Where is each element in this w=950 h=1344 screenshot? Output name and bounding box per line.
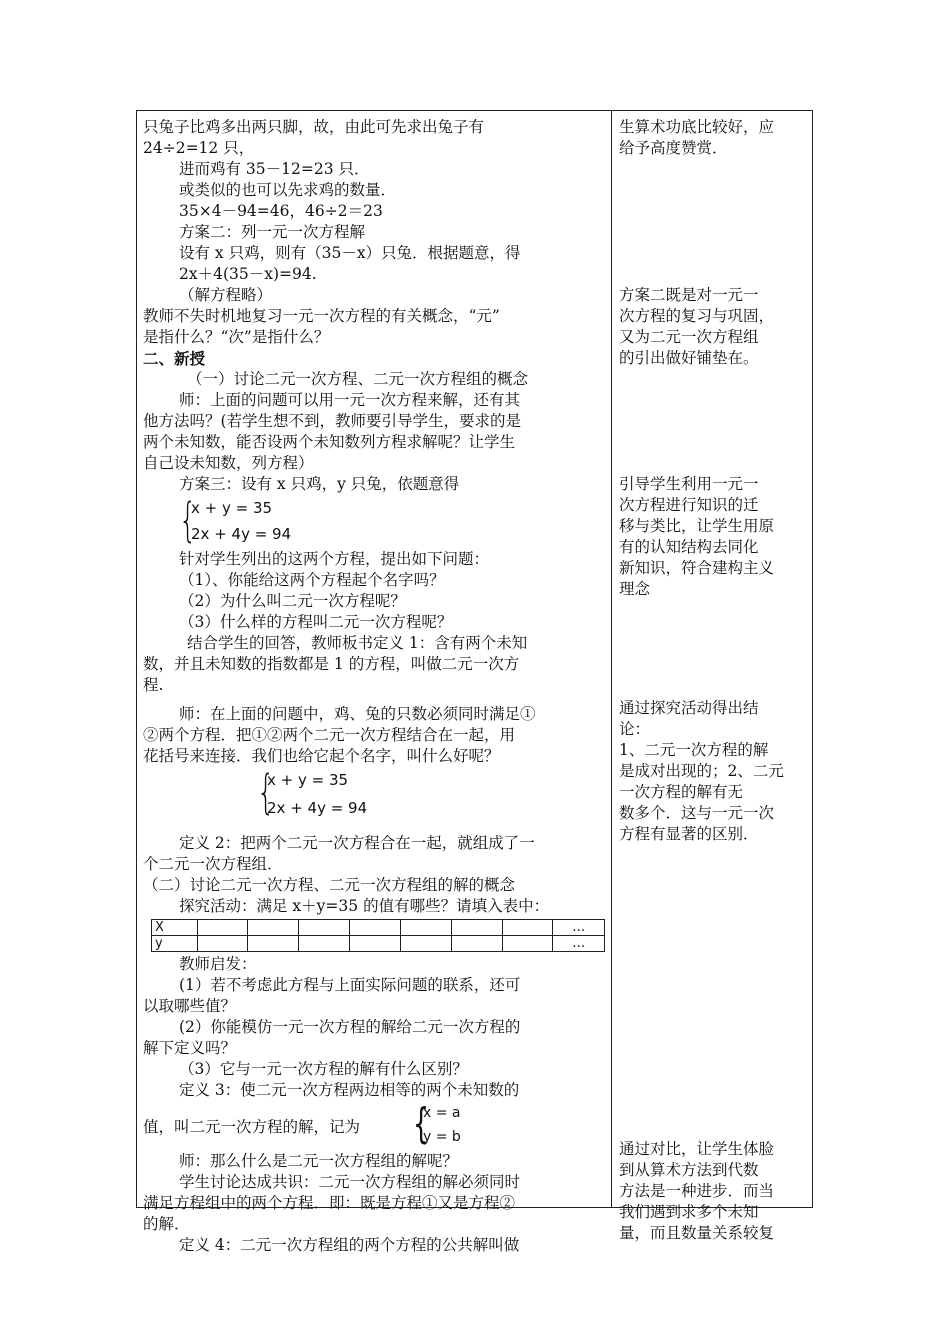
table-cell[interactable] (299, 920, 350, 936)
note-line: 通过探究活动得出结 (619, 699, 759, 717)
note-line: 一次方程的解有无 (619, 783, 744, 801)
text-line: 解下定义吗？ (143, 1039, 237, 1057)
table-row (152, 936, 605, 952)
text-line: 进而鸡有 35－12=23 只． (179, 160, 370, 178)
design-notes-column (619, 117, 807, 1244)
text-line: 教师不失时机地复习一元一次方程的有关概念，“元” (143, 307, 500, 325)
table-cell[interactable] (350, 936, 401, 952)
text-line: 探究活动：满足 x＋y=35 的值有哪些？请填入表中： (179, 897, 550, 915)
note-line: 引导学生利用一元一 (619, 475, 759, 493)
text-line: 设有 x 只鸡，则有（35－x）只兔．根据题意，得 (179, 244, 521, 262)
text-line: 值，叫二元一次方程的解，记为 (143, 1118, 361, 1136)
note-line: 有的认知结构去同化 (619, 538, 759, 556)
table-cell[interactable] (502, 920, 553, 936)
note-line: 数多个．这与一元一次 (619, 804, 775, 822)
brace: { (257, 765, 275, 819)
text-line: 的解． (143, 1215, 190, 1233)
text-line: （3）它与一元一次方程的解有什么区别？ (179, 1060, 468, 1078)
table-cell: … (553, 936, 605, 952)
note-line: 理念 (619, 580, 651, 598)
brace: { (413, 1099, 430, 1148)
table-cell[interactable] (197, 936, 248, 952)
equation: x + y = 35 (267, 771, 349, 789)
column-divider (611, 111, 612, 1207)
table-cell: y (152, 936, 198, 952)
text-line: 自己设未知数，列方程） (143, 454, 314, 472)
text-line: （2）为什么叫二元一次方程呢？ (179, 592, 406, 610)
text-line: 满足方程组中的两个方程．即：既是方程①又是方程② (143, 1194, 516, 1212)
text-line: 师：在上面的问题中，鸡、兔的只数必须同时满足① (179, 705, 536, 723)
equation: 2x + 4y = 94 (267, 799, 368, 817)
note-line: 生算术功底比较好，应 (619, 118, 775, 136)
equation: x + y = 35 (191, 499, 273, 517)
text-line: 定义 4：二元一次方程组的两个方程的公共解叫做 (179, 1236, 520, 1254)
equation-system-1 (143, 495, 605, 549)
table-cell: … (553, 920, 605, 936)
text-line: 师：上面的问题可以用一元一次方程来解，还有其 (179, 391, 521, 409)
table-cell[interactable] (350, 920, 401, 936)
note-line: 通过对比，让学生体脸 (619, 1140, 775, 1158)
text-line: 他方法吗？(若学生想不到，教师要引导学生，要求的是 (143, 412, 522, 430)
note-line: 方程有显著的区别． (619, 825, 759, 843)
table-cell[interactable] (248, 936, 299, 952)
subsection-heading: （二）讨论二元一次方程、二元一次方程组的解的概念 (143, 876, 516, 894)
note-line: 我们遇到求多个未知 (619, 1203, 759, 1221)
text-line: ②两个方程．把①②两个二元一次方程结合在一起，用 (143, 726, 516, 744)
values-table (151, 919, 605, 952)
note-line: 是成对出现的；2、二元 (619, 762, 784, 780)
table-cell[interactable] (299, 936, 350, 952)
text-line: 24÷2=12 只， (143, 139, 255, 157)
note-line: 方案二既是对一元一 (619, 286, 759, 304)
text-line: （3）什么样的方程叫二元一次方程呢？ (179, 613, 453, 631)
note-line: 给予高度赞赏． (619, 139, 728, 157)
text-line: 程. (143, 676, 164, 694)
teaching-process-column (143, 117, 605, 1256)
note-line: 1、二元一次方程的解 (619, 741, 769, 759)
equation: 2x + 4y = 94 (191, 525, 292, 543)
text-line: 教师启发： (179, 955, 257, 973)
note-line: 论： (619, 720, 651, 738)
note-line: 又为二元一次方程组 (619, 328, 759, 346)
text-line: 以取哪些值？ (143, 997, 237, 1015)
note-line: 移与类比，让学生用原 (619, 517, 775, 535)
text-line: 师：那么什么是二元一次方程组的解呢？ (179, 1152, 459, 1170)
equation: x = a (423, 1105, 461, 1121)
lesson-table (136, 110, 813, 1254)
text-line: （解方程略） (179, 286, 273, 304)
text-line: 定义 3：使二元一次方程两边相等的两个未知数的 (179, 1081, 520, 1099)
note-line: 次方程进行知识的迁 (619, 496, 759, 514)
text-line: 学生讨论达成共识：二元一次方程组的解必须同时 (179, 1173, 521, 1191)
text-line: 针对学生列出的这两个方程，提出如下问题： (179, 550, 490, 568)
text-line: 方案二：列一元一次方程解 (179, 223, 366, 241)
note-line: 的引出做好铺垫在。 (619, 349, 759, 367)
equation-system-2 (143, 767, 605, 825)
text-line: (1）若不考虑此方程与上面实际问题的联系，还可 (179, 976, 521, 994)
text-line: 个二元一次方程组． (143, 855, 283, 873)
text-line: 结合学生的回答，教师板书定义 1：含有两个未知 (187, 634, 528, 652)
text-line: 方案三：设有 x 只鸡，y 只兔，依题意得 (179, 475, 460, 493)
text-line: （1）、你能给这两个方程起个名字吗？ (179, 571, 445, 589)
text-line: (2）你能模仿一元一次方程的解给二元一次方程的 (179, 1018, 521, 1036)
note-line: 新知识，符合建构主义 (619, 559, 775, 577)
text-line: 35×4－94=46，46÷2＝23 (179, 202, 383, 220)
table-cell[interactable] (197, 920, 248, 936)
table-row (152, 920, 605, 936)
text-line: 数，并且未知数的指数都是 1 的方程，叫做二元一次方 (143, 655, 520, 673)
definition-3-row (143, 1101, 605, 1151)
note-line: 到从算术方法到代数 (619, 1161, 759, 1179)
brace: { (179, 493, 197, 547)
text-line: 花括号来连接．我们也给它起个名字，叫什么好呢？ (143, 747, 500, 765)
text-line: 2x＋4(35－x)=94. (179, 265, 317, 283)
text-line: 定义 2：把两个二元一次方程合在一起，就组成了一 (179, 834, 535, 852)
table-cell[interactable] (400, 920, 451, 936)
table-cell: X (152, 920, 198, 936)
text-line: 或类似的也可以先求鸡的数量． (179, 181, 397, 199)
note-line: 方法是一种进步．而当 (619, 1182, 775, 1200)
table-cell[interactable] (502, 936, 553, 952)
table-cell[interactable] (451, 920, 502, 936)
note-line: 次方程的复习与巩固， (619, 307, 775, 325)
subsection-heading: （一）讨论二元一次方程、二元一次方程组的概念 (187, 370, 529, 388)
text-line: 是指什么？“次”是指什么？ (143, 328, 330, 346)
table-cell[interactable] (248, 920, 299, 936)
table-cell[interactable] (451, 936, 502, 952)
table-cell[interactable] (400, 936, 451, 952)
text-line: 只兔子比鸡多出两只脚，故，由此可先求出兔子有 (143, 118, 485, 136)
note-line: 量，而且数量关系较复 (619, 1224, 775, 1242)
equation: y = b (423, 1129, 461, 1145)
text-line: 两个未知数，能否设两个未知数列方程求解呢？让学生 (143, 433, 516, 451)
section-heading: 二、新授 (143, 349, 206, 368)
